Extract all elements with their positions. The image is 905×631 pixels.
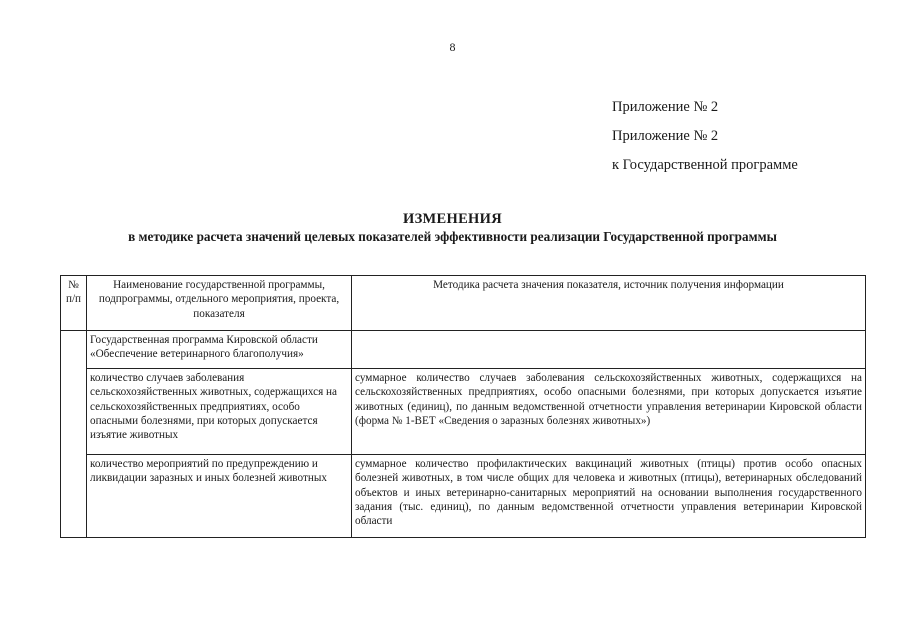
table-row: [61, 369, 866, 455]
header-num: № п/п: [61, 276, 87, 331]
document-subtitle: в методике расчета значений целевых показателей эффективности реализации Государственной программы: [128, 229, 777, 244]
indicator-name-cell: количество случаев заболевания сельскохозяйственных животных, содержащихся на сельскохозяйственных предприятиях, особо опасными болезнями, при которых допускается изъятие животных: [87, 369, 352, 455]
table-row: [61, 455, 866, 538]
page-number: 8: [449, 40, 456, 54]
appendix-line-1: Приложение № 2: [612, 99, 719, 115]
indicator-method-cell: суммарное количество профилактических вакцинаций животных (птицы) против особо опасных болезней животных, в том числе общих для человека и животных (птицы), ветеринарных обследований объектов и иных ветеринарно-санитарных мероприятий на основании выполнения государственного задания (тыс. единиц), по данным ведомственной отчетности управления ветеринарии Кировской области: [352, 455, 866, 538]
changes-table: [60, 275, 866, 538]
appendix-line-2: Приложение № 2: [612, 128, 719, 144]
header-method: Методика расчета значения показателя, источник получения информации: [352, 276, 866, 331]
program-method-cell: [352, 331, 866, 369]
indicator-name-cell: количество мероприятий по предупреждению и ликвидации заразных и иных болезней животных: [87, 455, 352, 538]
indicator-method-cell: суммарное количество случаев заболевания сельскохозяйственных животных, содержащихся на сельскохозяйственных предприятиях, особо опасными болезнями, при которых допускается изъятие животных (единиц), по данным ведомственной отчетности управления ветеринарии Кировской области (форма № 1-ВЕТ «Сведения о заразных болезнях животных»): [352, 369, 866, 455]
program-name-cell: Государственная программа Кировской области «Обеспечение ветеринарного благополучия»: [87, 331, 352, 369]
program-num-cell: [61, 331, 87, 538]
header-name: Наименование государственной программы, подпрограммы, отдельного мероприятия, проекта, показателя: [87, 276, 352, 331]
table-row-program: [61, 331, 866, 369]
appendix-line-3: к Государственной программе: [612, 157, 798, 173]
document-title: ИЗМЕНЕНИЯ: [403, 211, 502, 227]
table-header-row: [61, 276, 866, 331]
